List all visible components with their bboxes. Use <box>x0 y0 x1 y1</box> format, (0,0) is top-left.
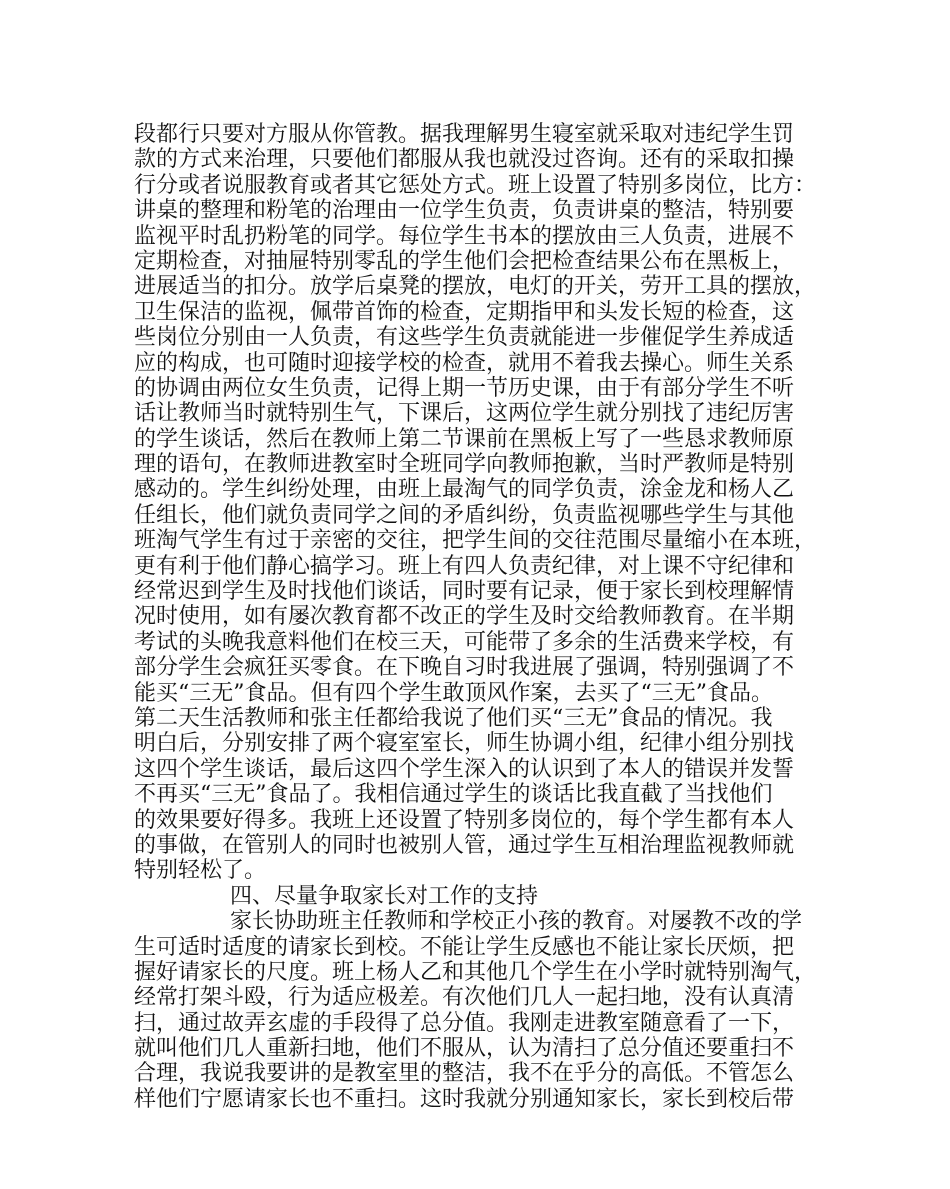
text-line: 段都行只要对方服从你管教。据我理解男生寝室就采取对违纪学生罚 <box>134 122 795 147</box>
text-line: 况时使用，如有屡次教育都不改正的学生及时交给教师教育。在半期 <box>134 604 795 630</box>
text-line: 定期检查，对抽屉特别零乱的学生他们会把检查结果公布在黑板上， <box>134 248 795 274</box>
text-line: 不再买“三无”食品了。我相信通过学生的谈话比我直截了当找他们 <box>134 782 773 808</box>
text-line: 感动的。学生纠纷处理，由班上最淘气的同学负责，涂金龙和杨人乙 <box>134 477 795 503</box>
text-line: 应的构成，也可随时迎接学校的检查，就用不着我去操心。师生关系 <box>134 350 795 376</box>
text-line: 进展适当的扣分。放学后桌凳的摆放，电灯的开关，劳开工具的摆放， <box>134 274 817 300</box>
text-line: 握好请家长的尺度。班上杨人乙和其他几个学生在小学时就特别淘气， <box>134 959 817 985</box>
text-line: 这四个学生谈话，最后这四个学生深入的认识到了本人的错误并发誓 <box>134 756 795 782</box>
text-line: 款的方式来治理，只要他们都服从我也就没过咨询。还有的采取扣操 <box>134 147 795 173</box>
text-line: 样他们宁愿请家长也不重扫。这时我就分别通知家长，家长到校后带 <box>134 1086 795 1112</box>
text-line: 的事做，在管别人的同时也被别人管，通过学生互相治理监视教师就 <box>134 832 795 858</box>
text-line: 就叫他们几人重新扫地，他们不服从，认为清扫了总分值还要重扫不 <box>134 1036 795 1062</box>
text-line: 任组长，他们就负责同学之间的矛盾纠纷，负责监视哪些学生与其他 <box>134 502 795 528</box>
text-line: 特别轻松了。 <box>134 858 267 884</box>
section-heading: 四、尽量争取家长对工作的支持 <box>230 883 539 909</box>
text-line: 第二天生活教师和张主任都给我说了他们买“三无”食品的情况。我 <box>134 705 773 731</box>
text-line: 扫，通过故弄玄虚的手段得了总分值。我刚走进教室随意看了一下， <box>134 1010 795 1036</box>
text-line: 理的语句，在教师进教室时全班同学向教师抱歉，当时严教师是特别 <box>134 452 795 478</box>
text-line: 监视平时乱扔粉笔的同学。每位学生书本的摆放由三人负责，进展不 <box>134 223 795 249</box>
paragraph-first-line: 家长协助班主任教师和学校正小孩的教育。对屡教不改的学 <box>230 909 803 935</box>
text-line: 能买“三无”食品。但有四个学生敢顶风作案，去买了“三无”食品。 <box>134 680 773 706</box>
text-line: 的学生谈话，然后在教师上第二节课前在黑板上写了一些恳求教师原 <box>134 426 795 452</box>
text-line: 讲桌的整理和粉笔的治理由一位学生负责，负责讲桌的整洁，特别要 <box>134 198 795 224</box>
text-line: 部分学生会疯狂买零食。在下晚自习时我进展了强调，特别强调了不 <box>134 655 795 681</box>
text-line: 合理，我说我要讲的是教室里的整洁，我不在乎分的高低。不管怎么 <box>134 1061 795 1087</box>
text-line: 经常迟到学生及时找他们谈话，同时要有记录，便于家长到校理解情 <box>134 579 795 605</box>
text-line: 更有利于他们静心搞学习。班上有四人负责纪律，对上课不守纪律和 <box>134 553 795 579</box>
text-line: 的效果要好得多。我班上还设置了特别多岗位的，每个学生都有本人 <box>134 807 795 833</box>
text-line: 的协调由两位女生负责，记得上期一节历史课，由于有部分学生不听 <box>134 375 795 401</box>
text-line: 话让教师当时就特别生气，下课后，这两位学生就分别找了违纪厉害 <box>134 401 795 427</box>
text-line: 考试的头晚我意料他们在校三天，可能带了多余的生活费来学校，有 <box>134 629 795 655</box>
text-line: 些岗位分别由一人负责，有这些学生负责就能进一步催促学生养成适 <box>134 325 795 351</box>
text-line: 卫生保洁的监视，佩带首饰的检查，定期指甲和头发长短的检查，这 <box>134 299 795 325</box>
text-line: 明白后，分别安排了两个寝室室长，师生协调小组，纪律小组分别找 <box>134 731 795 757</box>
text-line: 生可适时适度的请家长到校。不能让学生反感也不能让家长厌烦，把 <box>134 934 795 960</box>
text-line: 行分或者说服教育或者其它惩处方式。班上设置了特别多岗位，比方： <box>134 172 817 198</box>
text-line: 经常打架斗殴，行为适应极差。有次他们几人一起扫地，没有认真清 <box>134 985 795 1011</box>
text-line: 班淘气学生有过于亲密的交往，把学生间的交往范围尽量缩小在本班， <box>134 528 817 554</box>
body-text <box>134 122 824 1112</box>
